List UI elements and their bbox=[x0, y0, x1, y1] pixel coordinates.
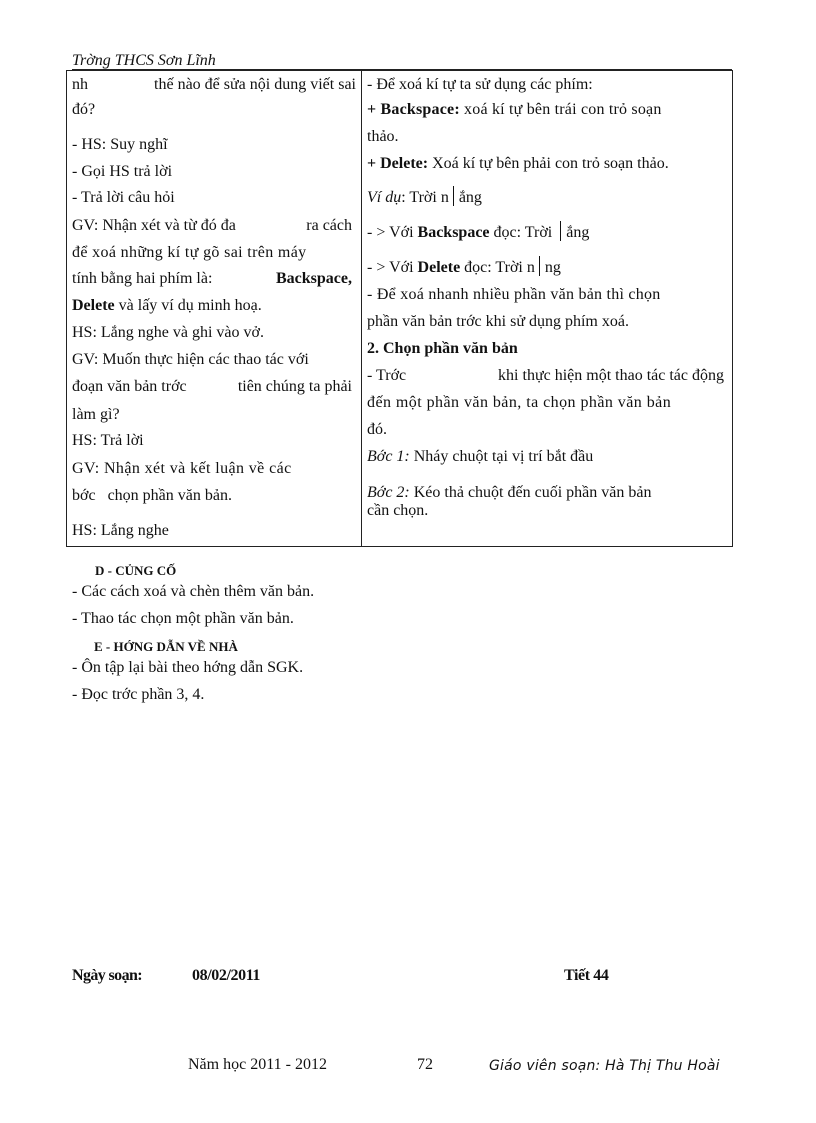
left-line: bớc chọn phần văn bản. bbox=[72, 487, 232, 504]
left-line: GV: Nhận xét và từ đó đa ra cách bbox=[72, 217, 352, 234]
left-line: Delete và lấy ví dụ minh hoạ. bbox=[72, 297, 262, 314]
page-number: 72 bbox=[417, 1056, 433, 1073]
consolidation-item: - Các cách xoá và chèn thêm văn bản. bbox=[72, 583, 315, 600]
date-label: Ngày soạn: bbox=[72, 967, 143, 984]
left-line: - Gọi HS trả lời bbox=[72, 163, 173, 180]
prep-date: 08/02/2011 bbox=[192, 967, 261, 984]
teacher-signature: Giáo viên soạn: Hà Thị Thu Hoài bbox=[489, 1058, 720, 1074]
left-line: nh thế nào để sửa nội dung viết sai bbox=[72, 76, 356, 93]
section-heading: 2. Chọn phần văn bản bbox=[367, 340, 518, 357]
right-line: Ví dụ: Trời n ắng bbox=[367, 186, 482, 207]
right-line: - > Với Backspace đọc: Trời ắng bbox=[367, 221, 589, 242]
right-line: cần chọn. bbox=[367, 502, 429, 519]
right-line: đó. bbox=[367, 421, 387, 438]
text-cursor-icon bbox=[539, 256, 540, 276]
right-line: thảo. bbox=[367, 128, 399, 145]
left-line: làm gì? bbox=[72, 406, 120, 423]
left-line: để xoá những kí tự gõ sai trên máy bbox=[72, 244, 307, 261]
left-line: - HS: Suy nghĩ bbox=[72, 136, 168, 153]
homework-item: - Đọc trớc phần 3, 4. bbox=[72, 686, 205, 703]
left-line: HS: Trả lời bbox=[72, 432, 144, 449]
right-line: phần văn bản trớc khi sử dụng phím xoá. bbox=[367, 313, 629, 330]
right-line: + Backspace: xoá kí tự bên trái con trỏ soạn bbox=[367, 101, 662, 118]
period-number: Tiết 44 bbox=[564, 967, 609, 984]
school-year: Năm học 2011 - 2012 bbox=[188, 1056, 327, 1073]
left-line: GV: Nhận xét và kết luận về các bbox=[72, 460, 292, 477]
left-line: HS: Lắng nghe và ghi vào vở. bbox=[72, 324, 264, 341]
right-line: Bớc 2: Kéo thả chuột đến cuối phần văn bản bbox=[367, 484, 652, 501]
school-header: Trờng THCS Sơn Lĩnh bbox=[72, 52, 216, 69]
left-line: - Trả lời câu hỏi bbox=[72, 189, 175, 206]
right-line: - Để xoá kí tự ta sử dụng các phím: bbox=[367, 76, 593, 93]
consolidation-item: - Thao tác chọn một phần văn bản. bbox=[72, 610, 294, 627]
text-cursor-icon bbox=[453, 186, 454, 206]
homework-item: - Ôn tập lại bài theo hớng dẫn SGK. bbox=[72, 659, 304, 676]
left-line: HS: Lắng nghe bbox=[72, 522, 169, 539]
column-divider bbox=[361, 70, 362, 547]
right-line: + Delete: Xoá kí tự bên phải con trỏ soạn thảo. bbox=[367, 155, 669, 172]
left-line: tính bằng hai phím là: Backspace, bbox=[72, 270, 352, 287]
right-line: đến một phần văn bản, ta chọn phần văn bản bbox=[367, 394, 672, 411]
right-line: - > Với Delete đọc: Trời n ng bbox=[367, 256, 561, 277]
left-line: GV: Muốn thực hiện các thao tác với bbox=[72, 351, 309, 368]
left-line: đó? bbox=[72, 101, 96, 118]
text-cursor-icon bbox=[560, 221, 561, 241]
left-line: đoạn văn bản trớc tiên chúng ta phải bbox=[72, 378, 352, 395]
consolidation-title: D - CỦNG CỐ bbox=[95, 563, 177, 578]
right-line: Bớc 1: Nháy chuột tại vị trí bắt đầu bbox=[367, 448, 594, 465]
right-line: - Để xoá nhanh nhiều phần văn bản thì chọn bbox=[367, 286, 661, 303]
right-line: - Trớc khi thực hiện một thao tác tác động bbox=[367, 367, 724, 384]
homework-title: E - HỚNG DẪN VỀ NHÀ bbox=[94, 639, 238, 654]
